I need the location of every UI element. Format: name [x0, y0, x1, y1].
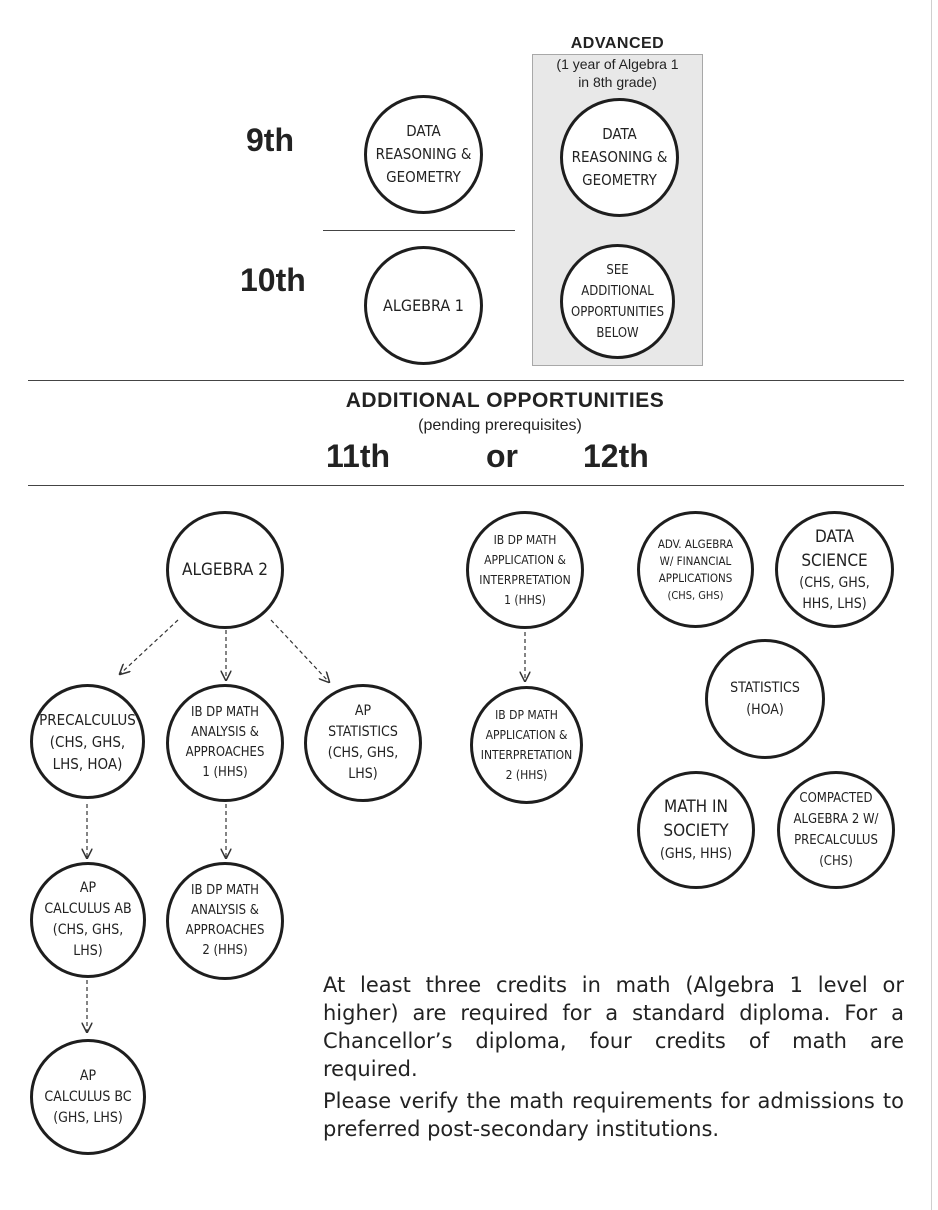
course-label: IB DP MATH APPLICATION & INTERPRETATION 1 (HHS) [479, 533, 571, 607]
or-label: or [486, 438, 518, 474]
grade-9-label: 9th [246, 122, 294, 158]
arrow-algebra2-to-precalculus [120, 620, 178, 674]
course-math-in-society [637, 771, 755, 889]
course-schools: (CHS, GHS) [667, 588, 724, 602]
course-ib-application-1 [466, 511, 584, 629]
course-label: PRECALCULUS (CHS, GHS, LHS, HOA) [39, 710, 136, 773]
course-ib-analysis-2 [166, 862, 284, 980]
course-label: ADV. ALGEBRA W/ FINANCIAL APPLICATIONS [657, 536, 734, 585]
course-ap-statistics [304, 684, 422, 802]
course-label: ALGEBRA 2 [182, 560, 268, 580]
grade-10-label: 10th [240, 262, 306, 298]
course-label: IB DP MATH APPLICATION & INTERPRETATION 2 (HHS) [480, 708, 573, 782]
advanced-title: ADVANCED [570, 35, 665, 52]
course-schools: (CHS, GHS, HHS, LHS) [799, 574, 870, 612]
course-ap-calculus-bc [30, 1039, 146, 1155]
course-label: COMPACTED ALGEBRA 2 W/ PRECALCULUS (CHS) [793, 791, 879, 869]
course-label: AP CALCULUS AB (CHS, GHS, LHS) [44, 880, 132, 959]
course-label: STATISTICS (HOA) [730, 680, 800, 718]
course-label: SEE ADDITIONAL OPPORTUNITIES BELOW [571, 262, 664, 341]
course-label: ALGEBRA 1 [383, 295, 464, 315]
grade-12-label: 12th [583, 438, 649, 474]
credits-note: At least three credits in math (Algebra 1 level or higher) are required for a standard diploma. For a Chancellor’s diploma, four credits of math are required. [323, 973, 904, 1081]
grade-11-label: 11th [326, 438, 391, 474]
advanced-subtitle: (1 year of Algebra 1 in 8th grade) [556, 56, 679, 90]
course-ib-analysis-1 [166, 684, 284, 802]
course-label: IB DP MATH ANALYSIS & APPROACHES 1 (HHS) [185, 705, 265, 780]
course-ib-application-2 [470, 686, 583, 804]
course-ap-calculus-ab [30, 862, 146, 978]
course-precalculus [30, 684, 145, 799]
course-schools: (GHS, HHS) [659, 846, 732, 862]
verify-note: Please verify the math requirements for admissions to preferred post-secondary institutions. [323, 1089, 904, 1141]
course-label: IB DP MATH ANALYSIS & APPROACHES 2 (HHS) [185, 883, 265, 958]
course-data-science [775, 511, 894, 628]
course-label: AP CALCULUS BC (GHS, LHS) [44, 1067, 132, 1126]
course-algebra-2 [166, 511, 284, 629]
arrow-algebra2-to-ap-statistics [271, 620, 329, 682]
course-label: DATA REASONING & GEOMETRY [571, 125, 668, 189]
course-label: MATH IN SOCIETY [663, 797, 729, 841]
course-label: DATA SCIENCE [801, 526, 868, 571]
additional-opportunities-title: ADDITIONAL OPPORTUNITIES [345, 389, 665, 412]
course-adv-algebra-financial [637, 511, 754, 628]
course-label: AP STATISTICS (CHS, GHS, LHS) [327, 703, 399, 782]
course-statistics [705, 639, 825, 759]
additional-opportunities-subtitle: (pending prerequisites) [418, 417, 582, 434]
course-label: DATA REASONING & GEOMETRY [375, 122, 472, 186]
course-compacted-algebra2-precalc [777, 771, 895, 889]
